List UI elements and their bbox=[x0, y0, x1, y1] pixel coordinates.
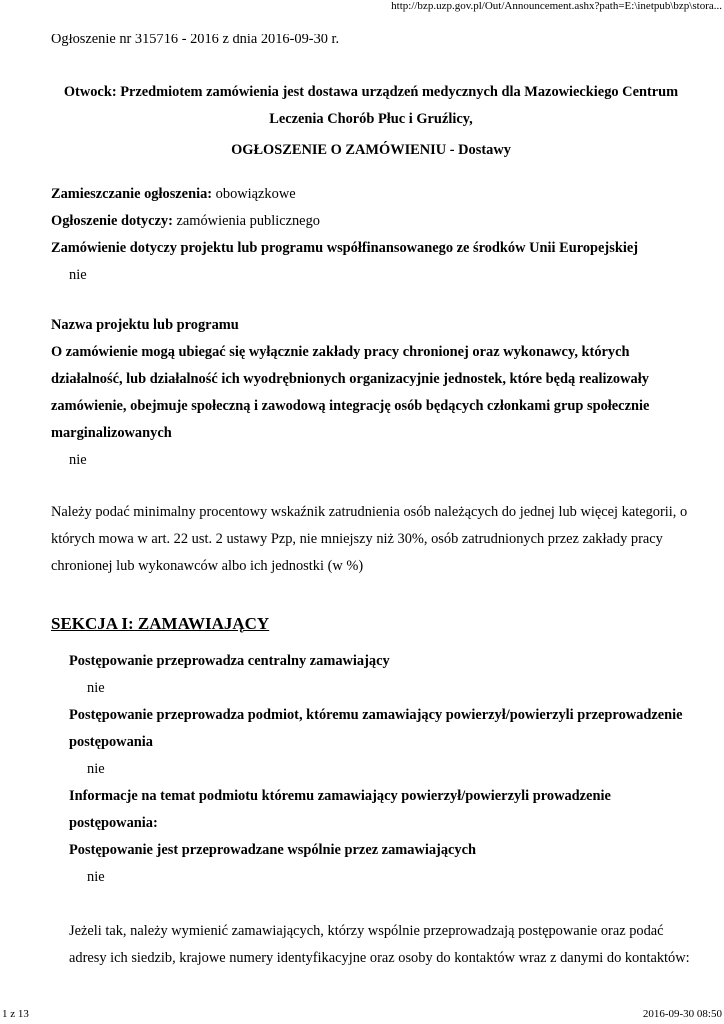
print-timestamp: 2016-09-30 08:50 bbox=[642, 1008, 722, 1020]
section-1-body bbox=[51, 648, 691, 972]
announcement-number: Ogłoszenie nr 315716 - 2016 z dnia 2016-09-30 r. bbox=[51, 34, 340, 47]
employment-text: Należy podać minimalny procentowy wskaźnik zatrudnienia osób należących do jednej lub więcej kategorii, o których mowa w art. 22 ust. 2 ustawy Pzp, nie mniejszy niż 30%, osób zatrudnionych przez zakłady pracy chronionej lub wykonawców albo ich jednostki (w %) bbox=[51, 504, 688, 574]
field-publication-label: Zamieszczanie ogłoszenia: bbox=[51, 186, 213, 202]
field-concerns-value: zamówienia publicznego bbox=[176, 213, 320, 229]
sheltered-label: O zamówienie mogą ubiegać się wyłącznie zakłady pracy chronionej oraz wykonawcy, których działalność, lub działalność ich wyodrębnionych organizacyjnie jednostek, które będą realizowały zamówienie, obejmuje społeczną i zawodową integrację osób będących członkami grup społecznie marginalizowanych bbox=[51, 344, 650, 441]
announcement-title: Otwock: Przedmiotem zamówienia jest dostawa urządzeń medycznych dla Mazowieckiego Centrum Leczenia Chorób Płuc i Gruźlicy, bbox=[63, 84, 679, 127]
page-indicator: 1 z 13 bbox=[2, 1008, 29, 1020]
entrusted-label: Postępowanie przeprowadza podmiot, któremu zamawiający powierzył/powierzyli przeprowadzenie postępowania bbox=[69, 707, 683, 750]
joint-text: Jeżeli tak, należy wymienić zamawiających, którzy wspólnie przeprowadzają postępowanie oraz podać adresy ich siedzib, krajowe numery identyfikacyjne oraz osoby do kontaktów wraz z danymi do kontaktów: bbox=[69, 923, 690, 966]
field-publication bbox=[51, 181, 691, 208]
page-url: http://bzp.uzp.gov.pl/Out/Announcement.ashx?path=E:\inetpub\bzp\stora... bbox=[391, 0, 722, 12]
field-concerns bbox=[51, 208, 691, 235]
announcement-subtitle: OGŁOSZENIE O ZAMÓWIENIU - Dostawy bbox=[231, 142, 511, 158]
entity-info-label: Informacje na temat podmiotu któremu zamawiający powierzył/powierzyli prowadzenie postępowania: bbox=[69, 788, 611, 831]
eu-project-label: Zamówienie dotyczy projektu lub programu współfinansowanego ze środków Unii Europejskiej bbox=[51, 240, 639, 256]
project-name-label: Nazwa projektu lub programu bbox=[51, 317, 239, 333]
central-value: nie bbox=[87, 680, 105, 696]
eu-project-value: nie bbox=[69, 267, 87, 283]
field-concerns-label: Ogłoszenie dotyczy: bbox=[51, 213, 173, 229]
sheltered-value: nie bbox=[69, 452, 87, 468]
entrusted-value: nie bbox=[87, 761, 105, 777]
central-label: Postępowanie przeprowadza centralny zamawiający bbox=[69, 653, 390, 669]
joint-value: nie bbox=[87, 869, 105, 885]
joint-label: Postępowanie jest przeprowadzane wspólnie przez zamawiających bbox=[69, 842, 476, 858]
announcement-document bbox=[51, 34, 691, 972]
field-publication-value: obowiązkowe bbox=[215, 186, 296, 202]
section-1-heading: SEKCJA I: ZAMAWIAJĄCY bbox=[51, 614, 270, 633]
